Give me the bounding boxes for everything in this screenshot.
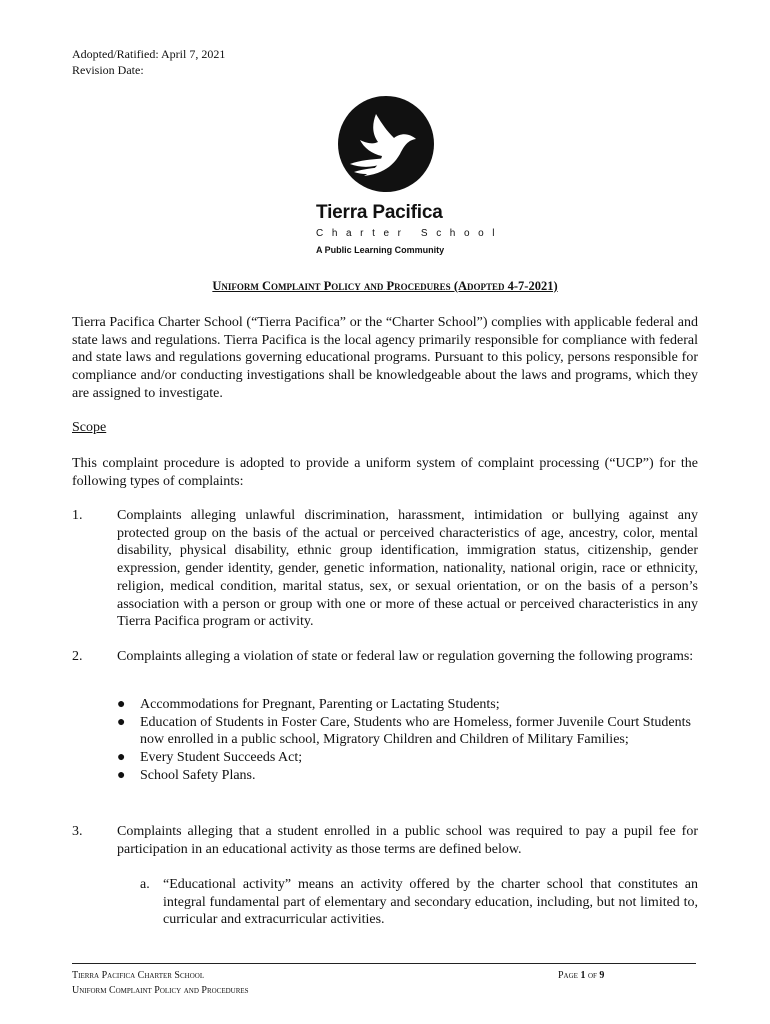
item-number: 2. [72,649,83,664]
item-number: 3. [72,824,83,839]
item-text: Complaints alleging that a student enrolled in a public school was required to pay a pupil fee for participation in an educational activity as those terms are defined below. [117,824,698,857]
scope-paragraph: This complaint procedure is adopted to provide a uniform system of complaint processing (“UCP”) for the following types of complaints: [72,456,698,489]
document-metadata [72,46,225,78]
list-item: ● Every Student Succeeds Act; [117,750,303,766]
school-brand [316,202,503,255]
bullet-icon: ● [117,767,126,783]
program-list [117,696,707,785]
footer-left [72,968,249,998]
bullet-icon: ● [117,750,126,766]
list-item: ● Accommodations for Pregnant, Parenting or Lactating Students; [117,697,500,712]
complaint-type-item [72,823,698,858]
bullet-icon: ● [117,714,126,730]
school-subtitle: Charter School [316,228,504,239]
adopted-date: Adopted/Ratified: April 7, 2021 [72,47,226,61]
school-logo [336,94,436,194]
footer-divider [72,963,696,964]
item-text: Complaints alleging unlawful discrimination, harassment, intimidation or bullying against any protected group on the basis of the actual or perceived characteristics of age, ancestry, color, mental disability, physical disability, ethnic group identification, immigration status, citizenship, gender expression, gender identity, gender, genetic information, nationality, national origin, race or ethnicity, religion, medical condition, marital status, sex, or sexual orientation, or on the basis of a person’s association with a person or group with one or more of these actual or perceived characteristics in any Tierra Pacifica program or activity. [117,508,698,630]
bullet-icon: ● [117,697,126,712]
subitem-text: “Educational activity” means an activity offered by the charter school that constitutes an integral fundamental part of elementary and secondary education, including, but not limited to, curricular and extracurricular activities. [163,877,698,928]
list-item: ● School Safety Plans. [117,767,256,783]
document-title: Uniform Complaint Policy and Procedures (Adopted 4-7-2021) [212,279,558,293]
subitem-letter: a. [140,877,150,892]
footer-school-name: Tierra Pacifica Charter School [72,970,205,981]
footer-document-name: Uniform Complaint Policy and Procedures [72,985,249,996]
school-tagline: A Public Learning Community [316,245,445,255]
scope-heading: Scope [72,420,107,435]
item-text: Complaints alleging a violation of state or federal law or regulation governing the following programs: [117,649,694,664]
item-number: 1. [72,508,83,523]
complaint-type-item [72,507,698,631]
complaint-type-item [72,648,698,666]
school-name: Tierra Pacifica [316,202,443,223]
list-item: ● Education of Students in Foster Care, Students who are Homeless, former Juvenile Court Students now enrolled in a public school, Migratory Children and Children of Military Families; [117,714,691,748]
intro-paragraph: Tierra Pacifica Charter School (“Tierra Pacifica” or the “Charter School”) complies with applicable federal and state laws and regulations. Tierra Pacifica is the local agency primarily responsible for compliance with federal and state laws and regulations governing educational programs. Pursuant to this policy, persons responsible for compliance and/or conducting investigations shall be knowledgeable about the laws and programs, which they are assigned to investigate. [72,315,698,401]
page-number: Page 1 of 9 [558,970,605,981]
revision-date: Revision Date: [72,63,144,77]
dove-logo-icon [336,94,436,194]
definition-subitem [140,876,698,929]
